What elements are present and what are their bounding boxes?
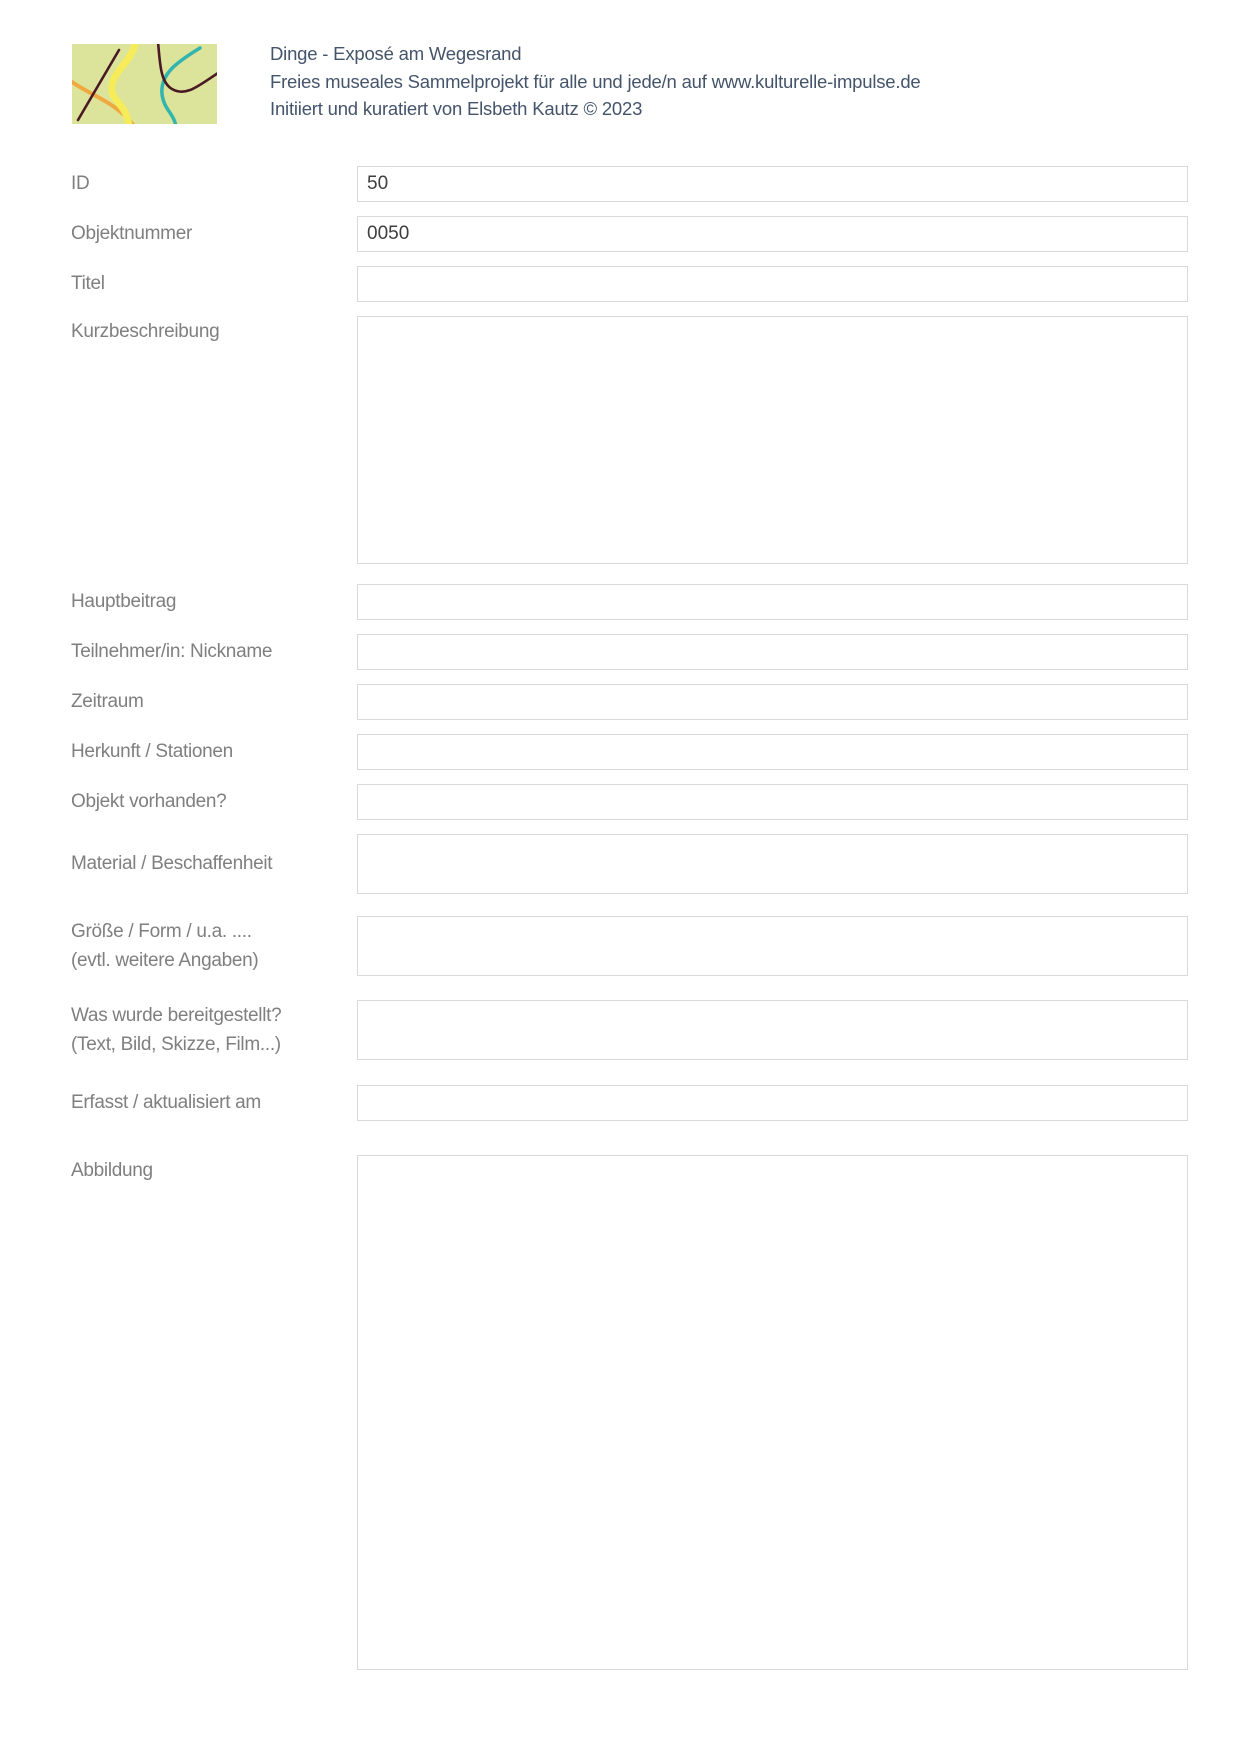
field-label-bereitgestellt — [71, 1000, 321, 1060]
field-label-kurzbeschreibung: Kurzbeschreibung — [71, 321, 220, 342]
field-label-herkunft: Herkunft / Stationen — [71, 741, 233, 762]
field-label-objekt-vorhanden: Objekt vorhanden? — [71, 791, 227, 812]
zeitraum-input[interactable] — [357, 684, 1188, 720]
form-row-herkunft — [0, 734, 1240, 770]
form-row-groesse-form — [0, 916, 1240, 976]
objektnummer-input[interactable] — [357, 216, 1188, 252]
form-row-hauptbeitrag — [0, 584, 1240, 620]
groesse-form-textarea[interactable] — [357, 916, 1188, 976]
objekt-vorhanden-input[interactable] — [357, 784, 1188, 820]
project-logo-icon — [72, 44, 217, 124]
teilnehmer-input[interactable] — [357, 634, 1188, 670]
form-row-id — [0, 166, 1240, 202]
form-row-teilnehmer — [0, 634, 1240, 670]
field-label-material: Material / Beschaffenheit — [71, 853, 273, 874]
form-row-material — [0, 834, 1240, 894]
field-label-groesse-form — [71, 916, 321, 976]
abbildung-image-area[interactable] — [357, 1155, 1188, 1670]
titel-input[interactable] — [357, 266, 1188, 302]
field-label-hauptbeitrag: Hauptbeitrag — [71, 591, 177, 612]
material-textarea[interactable] — [357, 834, 1188, 894]
field-label-line1: Was wurde bereitgestellt? — [71, 1005, 282, 1026]
field-label-line1: Größe / Form / u.a. .... — [71, 921, 252, 942]
kurzbeschreibung-textarea[interactable] — [357, 316, 1188, 564]
form-row-zeitraum — [0, 684, 1240, 720]
form-row-abbildung — [0, 1155, 1240, 1670]
form-row-bereitgestellt — [0, 1000, 1240, 1060]
field-label-objektnummer: Objektnummer — [71, 223, 192, 244]
document-header — [270, 40, 1070, 123]
hauptbeitrag-input[interactable] — [357, 584, 1188, 620]
field-label-line2: (Text, Bild, Skizze, Film...) — [71, 1034, 281, 1055]
field-label-line2: (evtl. weitere Angaben) — [71, 950, 259, 971]
field-label-id: ID — [71, 173, 90, 194]
project-credit: Initiiert und kuratiert von Elsbeth Kautz © 2023 — [270, 98, 643, 119]
project-subtitle: Freies museales Sammelprojekt für alle und jede/n auf www.kulturelle-impulse.de — [270, 70, 921, 92]
field-label-teilnehmer: Teilnehmer/in: Nickname — [71, 641, 273, 662]
project-logo — [72, 44, 217, 124]
form-row-objekt-vorhanden — [0, 784, 1240, 820]
form-row-kurzbeschreibung — [0, 316, 1240, 564]
field-label-erfasst: Erfasst / aktualisiert am — [71, 1092, 261, 1113]
erfasst-input[interactable] — [357, 1085, 1188, 1121]
field-label-abbildung: Abbildung — [71, 1160, 153, 1181]
id-input[interactable] — [357, 166, 1188, 202]
form-row-titel — [0, 266, 1240, 302]
bereitgestellt-textarea[interactable] — [357, 1000, 1188, 1060]
project-title: Dinge - Exposé am Wegesrand — [270, 43, 522, 64]
form-row-erfasst — [0, 1085, 1240, 1121]
field-label-titel: Titel — [71, 273, 105, 294]
field-label-zeitraum: Zeitraum — [71, 691, 144, 712]
herkunft-input[interactable] — [357, 734, 1188, 770]
form-row-objektnummer — [0, 216, 1240, 252]
